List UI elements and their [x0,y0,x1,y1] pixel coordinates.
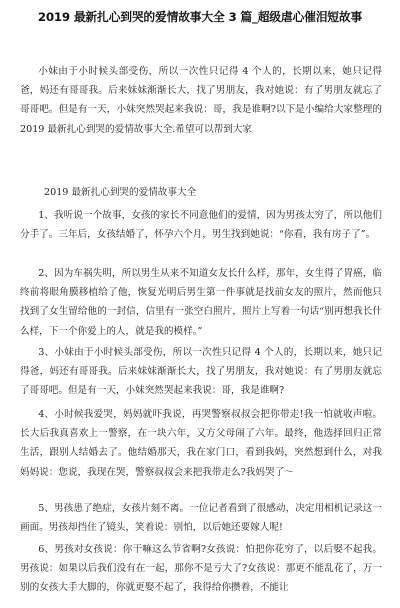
intro-paragraph: 小妹由于小时候头部受伤，所以一次性只记得 4 个人的，长期以来，她只记得爸，妈还有哥哥我。后来妹妹渐渐长大，找了男朋友，我对她说：有了男朋友就忘了哥哥吧。但是有一天，小妹突然哭起来我说：哥，我是谁啊?以下是小编给大家整理的 2019 最新扎心到哭的爱情故事大全.希望可以帮到大家 [20,66,382,135]
story-paragraph: 5、男孩患了绝症，女孩片刻不离。一位记者看到了很感动，决定用相机记录这一画面。男孩却挡住了镜头，笑着说：别怕，以后她还要嫁人呢! [20,503,382,534]
story-paragraph: 3、小妹由于小时候头部受伤，所以一次性只记得 4 个人的，长期以来，她只记得爸，妈还有哥哥我。后来妹妹渐渐长大，找了男朋友，我对她说：有了男朋友就忘了哥哥吧。但是有一天，小妹突然哭起来我说：哥，我是谁啊? [20,347,382,397]
section-title: 2019 最新扎心到哭的爱情故事大全 [44,187,197,198]
story-paragraph: 2、因为车祸失明，所以男生从来不知道女友长什么样，那年，女生得了胃癌，临终前将眼角膜移植给了他，恢复光明后男生第一件事就是找前女友的照片，然而他只找到了女生留给他的一封信，信里有一张空白照片，照片上写着一句话“别再想我长什么样，下一个你爱上的人，就是我的模样。” [20,268,382,337]
story-paragraph: 1、我听说一个故事，女孩的家长不同意他们的爱情，因为男孩太穷了，所以他们分手了。三年后，女孩结婚了，怀孕六个月，男生找到她说：“你看，我有房子了”。 [20,210,382,241]
story-paragraph: 6、男孩对女孩说：你干嘛这么节省啊?女孩说：怕把你花穷了，以后娶不起我。男孩说：如果以后我们没有在一起，那你不是亏大了?女孩说：那更不能乱花了，万一别的女孩大手大脚的，你就更娶不起了，我得给你攒着，不能让 [20,544,382,594]
page-title: 2019 最新扎心到哭的爱情故事大全 3 篇_超级虐心催泪短故事 [37,10,363,24]
story-paragraph: 4、小时候我爱哭，妈妈就吓我说，再哭警察叔叔会把你带走!我一怕就收声啦。长大后我真喜欢上一警察，在一块六年，又方父母闹了六年。最终，他选择回归正常生活，跟别人结婚去了。他结婚那天，我在家门口，看到我妈，突然想到什么，对我妈妈说：您说，我现在哭，警察叔叔会来把我带走么?我妈哭了～ [20,409,382,478]
